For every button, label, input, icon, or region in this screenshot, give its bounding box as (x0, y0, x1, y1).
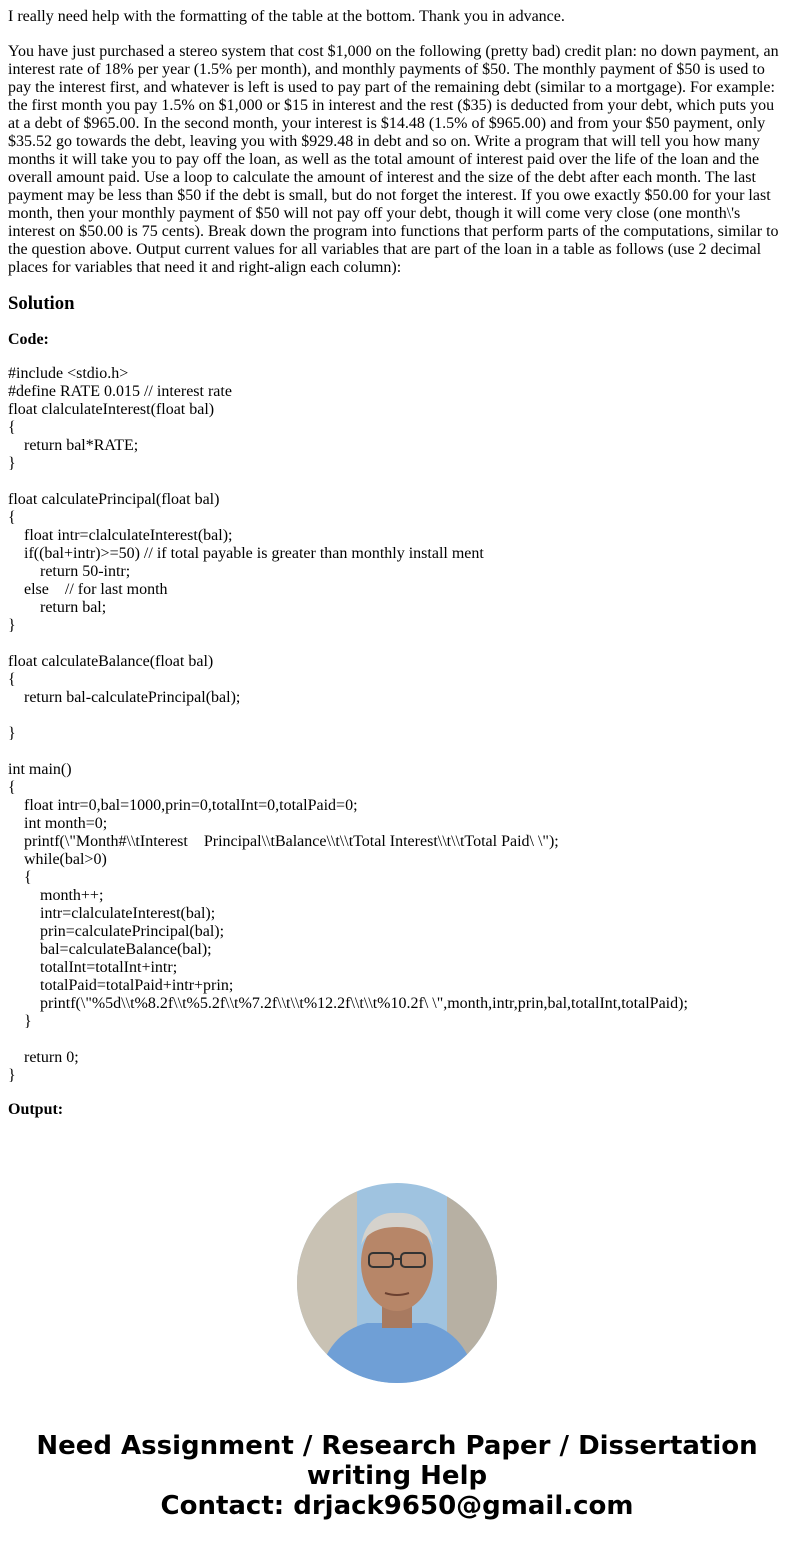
question-intro: I really need help with the formatting of the table at the bottom. Thank you in advance. (8, 8, 565, 25)
code-line: printf(\"%5d\\t%8.2f\\t%5.2f\\t%7.2f\\t\\t%12.2f\\t\\t%10.2f\ \",month,intr,prin,bal,totalInt,totalPaid); (8, 995, 688, 1012)
code-line: { (8, 671, 16, 688)
code-line: } (8, 725, 16, 742)
code-line: { (8, 509, 16, 526)
footer-line-2: writing Help (306, 1461, 488, 1491)
code-line: float calculatePrincipal(float bal) (8, 491, 220, 508)
code-line: float clalculateInterest(float bal) (8, 401, 215, 418)
code-line: { (8, 869, 32, 886)
contact-footer (0, 1431, 794, 1521)
code-line: else // for last month (8, 581, 168, 598)
code-line: if((bal+intr)>=50) // if total payable is greater than monthly install ment (8, 545, 484, 562)
code-line: bal=calculateBalance(bal); (8, 941, 212, 958)
code-line: { (8, 779, 16, 796)
code-label: Code: (8, 331, 49, 348)
code-line (8, 743, 786, 761)
code-line: return 50-intr; (8, 563, 131, 580)
question-body: You have just purchased a stereo system that cost $1,000 on the following (pretty bad) credit plan: no down payment, an interest rate of 18% per year (1.5% per month), and monthly payments of $50. The monthly payment of $50 is used to pay the interest first, and whatever is left is used to pay part of the remaining debt (similar to a mortgage). For example: the first month you pay 1.5% on $1,000 or $15 in interest and the rest ($35) is deducted from your debt, which puts you at a debt of $965.00. In the second month, your interest is $14.48 (1.5% of $965.00) and from your $50 payment, only $35.52 go towards the debt, leaving you with $929.48 in debt and so on. Write a program that will tell you how many months it will take you to pay off the loan, as well as the total amount of interest paid over the life of the loan and the overall amount paid. Use a loop to calculate the amount of interest and the size of the debt after each month. The last payment may be less than $50 if the debt is small, but do not forget the interest. If you owe exactly $50.00 for your last month, then your monthly payment of $50 will not pay off your debt, though it will come very close (one month\'s interest on $50.00 is 75 cents). Break down the program into functions that perform parts of the computations, similar to the question above. Output current values for all variables that are part of the loan in a table as follows (use 2 decimal places for variables that need it and right-align each column): (8, 43, 779, 276)
solution-heading: Solution (8, 293, 75, 314)
code-line: return bal*RATE; (8, 437, 139, 454)
code-line: #include <stdio.h> (8, 365, 129, 382)
code-line: int main() (8, 761, 72, 778)
code-line: intr=clalculateInterest(bal); (8, 905, 216, 922)
code-line: int month=0; (8, 815, 108, 832)
code-line: } (8, 455, 16, 472)
code-line: return 0; (8, 1049, 79, 1066)
code-line: } (8, 1067, 16, 1084)
code-line: totalInt=totalInt+intr; (8, 959, 178, 976)
code-line: totalPaid=totalPaid+intr+prin; (8, 977, 234, 994)
footer-contact: Contact: drjack9650@gmail.com (160, 1491, 634, 1521)
code-line: return bal; (8, 599, 107, 616)
code-line (8, 707, 786, 725)
code-line: month++; (8, 887, 104, 904)
code-line: float intr=clalculateInterest(bal); (8, 527, 233, 544)
code-line: while(bal>0) (8, 851, 107, 868)
code-line: float intr=0,bal=1000,prin=0,totalInt=0,totalPaid=0; (8, 797, 358, 814)
code-line: float calculateBalance(float bal) (8, 653, 214, 670)
code-block (8, 365, 786, 1085)
footer-line-1: Need Assignment / Research Paper / Dissertation (36, 1431, 758, 1461)
code-line: } (8, 1013, 32, 1030)
code-line (8, 1031, 786, 1049)
code-line: } (8, 617, 16, 634)
code-line (8, 473, 786, 491)
author-portrait (297, 1183, 497, 1383)
code-line: #define RATE 0.015 // interest rate (8, 383, 232, 400)
code-line: printf(\"Month#\\tInterest Principal\\tBalance\\t\\tTotal Interest\\t\\tTotal Paid\ \"); (8, 833, 559, 850)
code-line: return bal-calculatePrincipal(bal); (8, 689, 241, 706)
output-label: Output: (8, 1101, 64, 1118)
code-line (8, 635, 786, 653)
code-line: { (8, 419, 16, 436)
code-line: prin=calculatePrincipal(bal); (8, 923, 225, 940)
